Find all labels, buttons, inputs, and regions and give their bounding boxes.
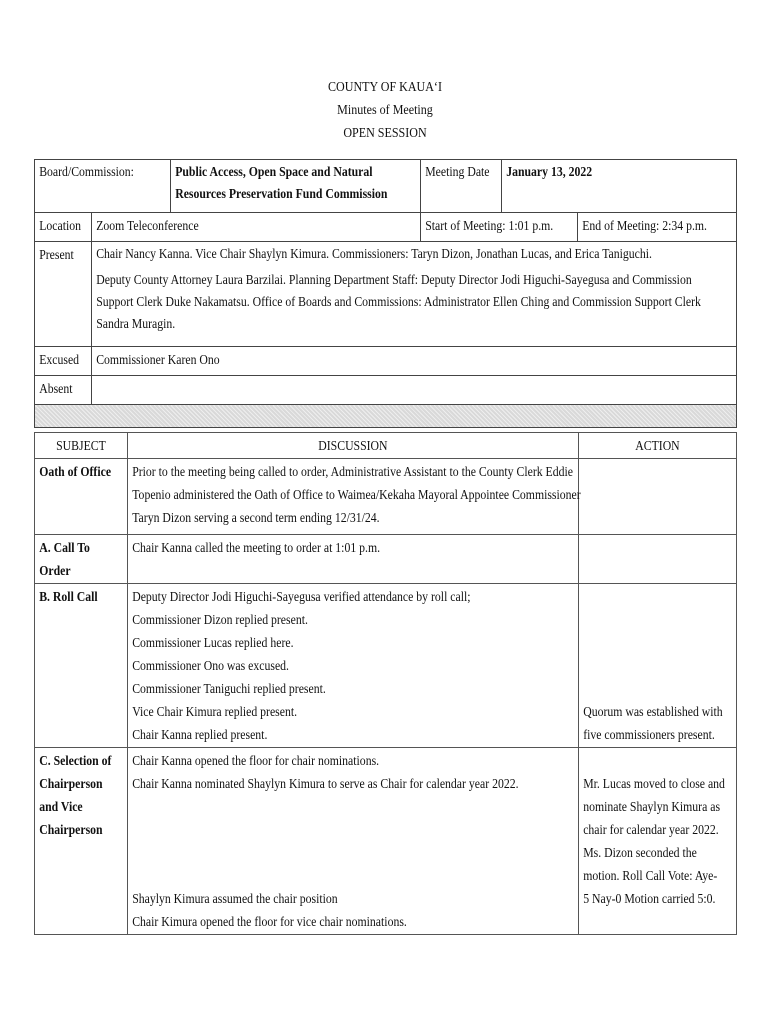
action-header-cell [579, 433, 737, 459]
meeting-date-label: Meeting Date [425, 165, 490, 180]
absent-label: Absent [39, 382, 73, 397]
board-value-line: Resources Preservation Fund Commission [175, 187, 388, 202]
discussion-line: Commissioner Ono was excused. [132, 659, 289, 674]
subject-header: SUBJECT [56, 439, 106, 454]
board-value-cell [171, 160, 421, 213]
action-line [583, 609, 740, 632]
action-line [583, 678, 740, 701]
start-meeting: Start of Meeting: 1:01 p.m. [425, 219, 554, 234]
discussion-cell [128, 748, 579, 935]
action-line: Quorum was established with [583, 705, 723, 720]
excused-label-cell [35, 347, 92, 376]
location-label-cell [35, 213, 92, 242]
discussion-cell [128, 584, 579, 748]
subject-line: Chairperson [39, 823, 103, 838]
document-type: Minutes of Meeting [337, 103, 433, 118]
start-meeting-cell [421, 213, 578, 242]
location-value-cell [92, 213, 421, 242]
subject-text [35, 459, 131, 484]
board-label: Board/Commission: [39, 165, 134, 180]
action-cell [579, 584, 737, 748]
present-value-cell [92, 242, 737, 347]
discussion-line: Topenio administered the Oath of Office to Waimea/Kekaha Mayoral Appointee Commissioner [132, 488, 581, 503]
meeting-date-value: January 13, 2022 [506, 165, 593, 180]
discussion-text [128, 748, 582, 934]
subject-text [35, 535, 131, 583]
subject-line: A. Call To [39, 541, 90, 556]
minutes-table [34, 432, 737, 935]
action-line: Ms. Dizon seconded the [583, 846, 697, 861]
discussion-cell [128, 459, 579, 535]
meeting-date-label-cell [421, 160, 502, 213]
discussion-line: Commissioner Lucas replied here. [132, 636, 294, 651]
document-header [54, 76, 716, 145]
end-meeting-cell [578, 213, 737, 242]
subject-cell [35, 459, 128, 535]
county-title: COUNTY OF KAUA‘I [328, 80, 442, 95]
action-cell [579, 535, 737, 584]
excused-value-cell [92, 347, 737, 376]
location-label: Location [39, 219, 82, 234]
discussion-line [132, 819, 582, 842]
present-line: Support Clerk Duke Nakamatsu. Office of Boards and Commissions: Administrator Ellen Ching and Commission Support Clerk [96, 295, 701, 310]
action-line: Mr. Lucas moved to close and [583, 777, 725, 792]
absent-value-cell [92, 376, 737, 405]
board-value-line: Public Access, Open Space and Natural [175, 165, 373, 180]
present-line: Sandra Muragin. [96, 317, 176, 332]
discussion-line: Commissioner Taniguchi replied present. [132, 682, 326, 697]
discussion-header: DISCUSSION [318, 439, 388, 454]
subject-line: and Vice [39, 800, 83, 815]
action-line [583, 750, 740, 773]
subject-cell [35, 584, 128, 748]
absent-label-cell [35, 376, 92, 405]
subject-header-cell [35, 433, 128, 459]
discussion-line: Vice Chair Kimura replied present. [132, 705, 298, 720]
end-meeting: End of Meeting: 2:34 p.m. [582, 219, 707, 234]
action-line [583, 655, 740, 678]
discussion-line: Chair Kanna nominated Shaylyn Kimura to serve as Chair for calendar year 2022. [132, 777, 519, 792]
discussion-text [128, 459, 582, 530]
subject-cell [35, 535, 128, 584]
subject-text [35, 584, 131, 609]
excused-value: Commissioner Karen Ono [96, 353, 220, 368]
discussion-line [132, 796, 582, 819]
action-text [579, 459, 740, 461]
minutes-body [35, 459, 737, 935]
discussion-line [132, 842, 582, 865]
action-text [579, 748, 740, 911]
subject-text [35, 748, 131, 842]
discussion-cell [128, 535, 579, 584]
action-cell [579, 748, 737, 935]
meeting-date-value-cell [502, 160, 737, 213]
action-text [579, 584, 740, 747]
discussion-text [128, 535, 582, 560]
discussion-line: Shaylyn Kimura assumed the chair position [132, 892, 338, 907]
action-header: ACTION [635, 439, 680, 454]
subject-line: B. Roll Call [39, 590, 98, 605]
action-text [579, 535, 740, 537]
action-line: chair for calendar year 2022. [583, 823, 719, 838]
subject-line: Chairperson [39, 777, 103, 792]
discussion-line: Taryn Dizon serving a second term ending 12/31/24. [132, 511, 380, 526]
board-label-cell [35, 160, 171, 213]
action-line: motion. Roll Call Vote: Aye- [583, 869, 718, 884]
action-line [583, 586, 740, 609]
subject-cell [35, 748, 128, 935]
subject-line: C. Selection of [39, 754, 112, 769]
action-cell [579, 459, 737, 535]
subject-line: Order [39, 564, 71, 579]
excused-label: Excused [39, 353, 80, 368]
discussion-header-cell [128, 433, 579, 459]
absent-value [92, 376, 740, 401]
discussion-line [132, 865, 582, 888]
action-line [583, 632, 740, 655]
location-value: Zoom Teleconference [96, 219, 199, 234]
minutes-row [35, 535, 737, 584]
present-label: Present [39, 248, 74, 263]
discussion-line: Chair Kanna opened the floor for chair nominations. [132, 754, 380, 769]
minutes-header-row [35, 433, 737, 459]
subject-line: Oath of Office [39, 465, 112, 480]
present-label-cell [35, 242, 92, 347]
meeting-info-table [34, 159, 737, 428]
discussion-line: Deputy Director Jodi Higuchi-Sayegusa verified attendance by roll call; [132, 590, 471, 605]
discussion-line: Chair Kanna called the meeting to order at 1:01 p.m. [132, 541, 381, 556]
board-value [171, 160, 424, 206]
discussion-line: Prior to the meeting being called to order, Administrative Assistant to the County Clerk Eddie [132, 465, 573, 480]
discussion-line: Chair Kanna replied present. [132, 728, 268, 743]
present-line: Chair Nancy Kanna. Vice Chair Shaylyn Kimura. Commissioners: Taryn Dizon, Jonathan Lucas, and Erica Taniguchi. [96, 247, 653, 262]
discussion-line: Chair Kimura opened the floor for vice chair nominations. [132, 915, 407, 930]
session-type: OPEN SESSION [343, 126, 427, 141]
minutes-row [35, 584, 737, 748]
action-line: nominate Shaylyn Kimura as [583, 800, 721, 815]
action-line: five commissioners present. [583, 728, 715, 743]
present-value [92, 242, 740, 336]
discussion-text [128, 584, 582, 747]
shaded-separator [35, 405, 737, 428]
action-line: 5 Nay-0 Motion carried 5:0. [583, 892, 716, 907]
minutes-row [35, 748, 737, 935]
present-line: Deputy County Attorney Laura Barzilai. Planning Department Staff: Deputy Director Jodi Higuchi-Sayegusa and Commission [96, 273, 692, 288]
minutes-row [35, 459, 737, 535]
discussion-line: Commissioner Dizon replied present. [132, 613, 308, 628]
